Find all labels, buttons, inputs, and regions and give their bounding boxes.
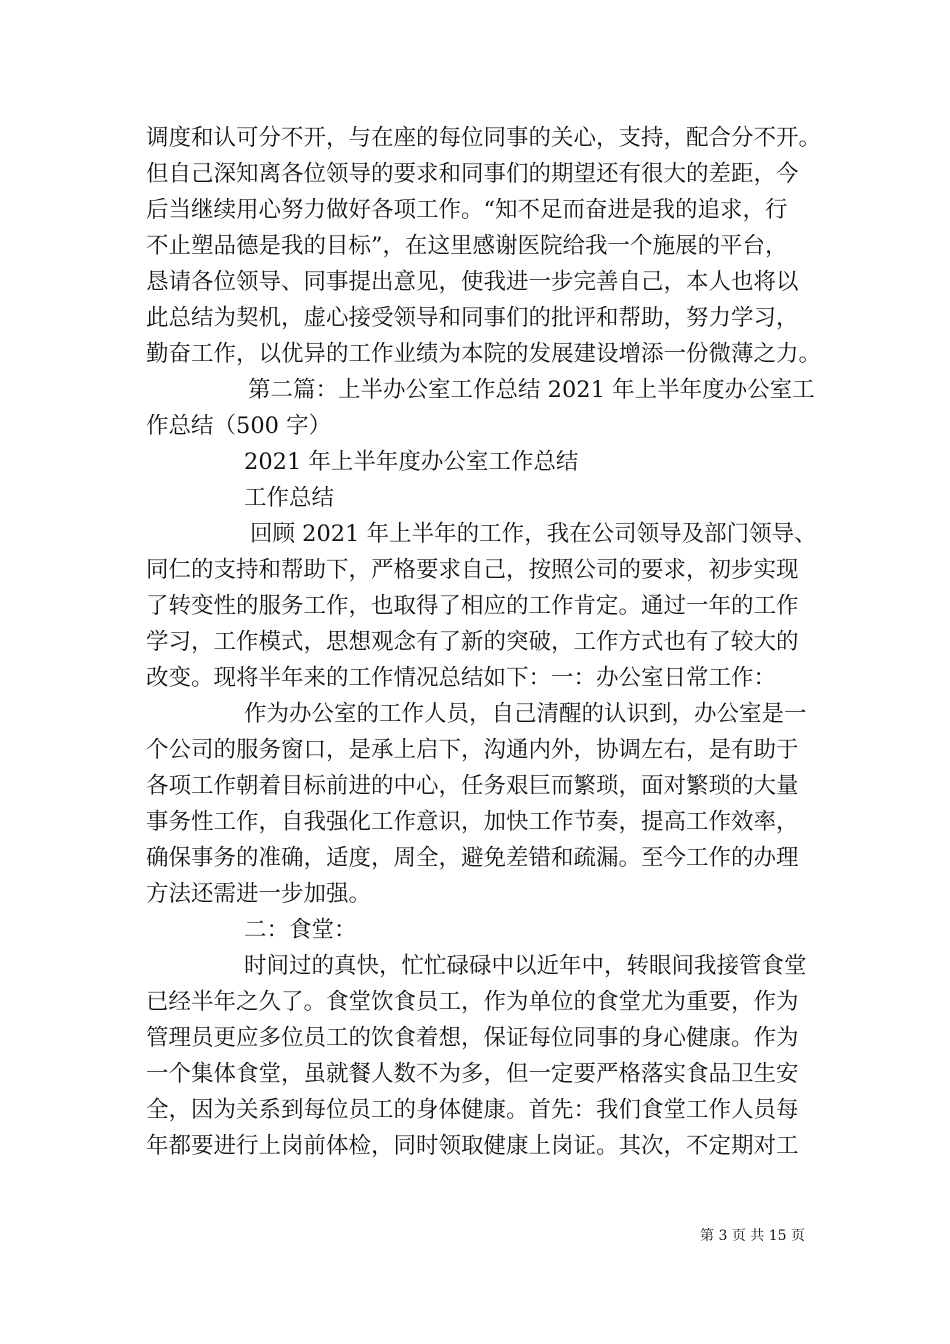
section-heading-line: 第二篇：上半办公室工作总结 2021 年上半年度办公室工 — [248, 377, 815, 403]
text-line: 已经半年之久了。食堂饮食员工，作为单位的食堂尤为重要，作为 — [146, 989, 799, 1015]
text-line: 事务性工作，自我强化工作意识，加快工作节奏，提高工作效率， — [146, 809, 799, 835]
text-line: 改变。现将半年来的工作情况总结如下：一：办公室日常工作： — [146, 665, 777, 691]
text-line: 回顾 2021 年上半年的工作，我在公司领导及部门领导、 — [250, 521, 817, 547]
text-line: 确保事务的准确，适度，周全，避免差错和疏漏。至今工作的办理 — [146, 845, 799, 871]
document-subtitle: 工作总结 — [244, 485, 335, 511]
text-line: 后当继续用心努力做好各项工作。“知不足而奋进是我的追求，行 — [146, 197, 788, 223]
body-text — [146, 120, 826, 1164]
text-line: 一个集体食堂，虽就餐人数不为多，但一定要严格落实食品卫生安 — [146, 1061, 799, 1087]
text-line: 不止塑品德是我的目标”，在这里感谢医院给我一个施展的平台， — [146, 233, 788, 259]
document-title: 2021 年上半年度办公室工作总结 — [244, 449, 579, 475]
text-line: 时间过的真快，忙忙碌碌中以近年中，转眼间我接管食堂 — [244, 953, 807, 979]
section-heading-line: 二：食堂： — [244, 917, 357, 943]
text-line: 年都要进行上岗前体检，同时领取健康上岗证。其次，不定期对工 — [146, 1133, 799, 1159]
text-line: 此总结为契机，虚心接受领导和同事们的批评和帮助，努力学习， — [146, 305, 799, 331]
text-line: 了转变性的服务工作，也取得了相应的工作肯定。通过一年的工作 — [146, 593, 799, 619]
text-line: 个公司的服务窗口，是承上启下，沟通内外，协调左右，是有助于 — [146, 737, 799, 763]
section-heading-line: 作总结（500 字） — [146, 413, 332, 439]
text-line: 全，因为关系到每位员工的身体健康。首先：我们食堂工作人员每 — [146, 1097, 799, 1123]
page-footer: 第 3 页 共 15 页 — [700, 1228, 805, 1244]
text-line: 但自己深知离各位领导的要求和同事们的期望还有很大的差距，今 — [146, 161, 799, 187]
text-line: 各项工作朝着目标前进的中心，任务艰巨而繁琐，面对繁琐的大量 — [146, 773, 799, 799]
text-line: 勤奋工作，以优异的工作业绩为本院的发展建设增添一份微薄之力。 — [146, 341, 822, 367]
text-line: 调度和认可分不开，与在座的每位同事的关心，支持，配合分不开。 — [146, 125, 822, 151]
text-line: 恳请各位领导、同事提出意见，使我进一步完善自己，本人也将以 — [146, 269, 799, 295]
text-line: 同仁的支持和帮助下，严格要求自己，按照公司的要求，初步实现 — [146, 557, 799, 583]
text-line: 管理员更应多位员工的饮食着想，保证每位同事的身心健康。作为 — [146, 1025, 799, 1051]
text-line: 学习，工作模式，思想观念有了新的突破，工作方式也有了较大的 — [146, 629, 799, 655]
text-line: 方法还需进一步加强。 — [146, 881, 372, 907]
text-line: 作为办公室的工作人员，自己清醒的认识到，办公室是一 — [244, 701, 807, 727]
